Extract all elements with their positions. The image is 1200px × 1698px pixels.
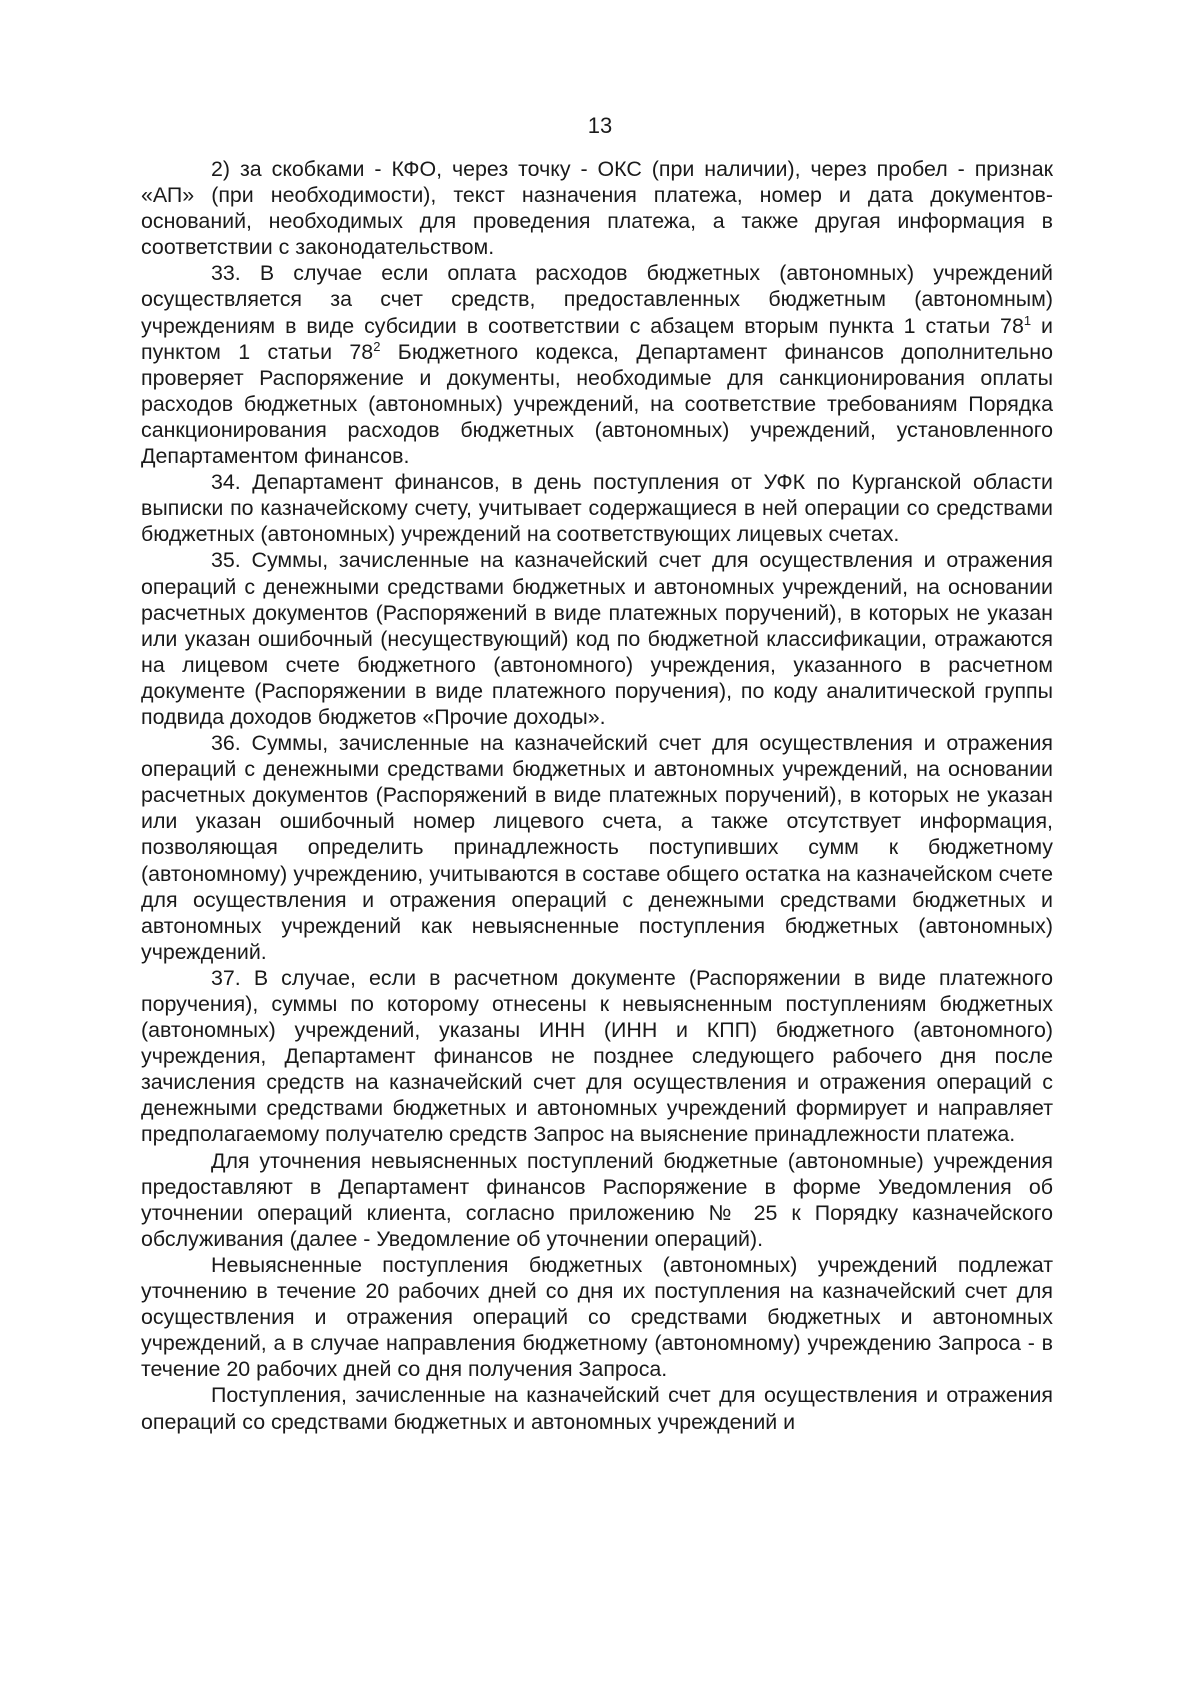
- paragraph-clarification: Для уточнения невыясненных поступлений бюджетные (автономные) учреждения предоставляют в Департамент финансов Распоряжение в форме Уведомления об уточнении операций клиента, согласно приложению № 25 к Порядку казначейского обслуживания (далее - Уведомление об уточнении операций).: [141, 1148, 1053, 1251]
- paragraph-33-part-b: и пунктом 1 статьи 78: [141, 313, 1053, 364]
- paragraph-36: 36. Суммы, зачисленные на казначейский счет для осуществления и отражения операций с денежными средствами бюджетных и автономных учреждений, на основании расчетных документов (Распоряжений в виде платежных поручений), в которых не указан или указан ошибочный номер лицевого счета, а также отсутствует информация, позволяющая определить принадлежность поступивших сумм к бюджетному (автономному) учреждению, учитываются в составе общего остатка на казначейском счете для осуществления и отражения операций с денежными средствами бюджетных и автономных учреждений как невыясненные поступления бюджетных (автономных) учреждений.: [141, 731, 1053, 964]
- paragraph-35: 35. Суммы, зачисленные на казначейский счет для осуществления и отражения операций с денежными средствами бюджетных и автономных учреждений, на основании расчетных документов (Распоряжений в виде платежных поручений), в которых не указан или указан ошибочный (несуществующий) код по бюджетной классификации, отражаются на лицевом счете бюджетного (автономного) учреждения, указанного в расчетном документе (Распоряжении в виде платежного поручения), по коду аналитической группы подвида доходов бюджетов «Прочие доходы».: [141, 548, 1053, 729]
- paragraph-34: 34. Департамент финансов, в день поступления от УФК по Курганской области выписки по казначейскому счету, учитывает содержащиеся в ней операции со средствами бюджетных (автономных) учреждений на соответствующих лицевых счетах.: [141, 470, 1053, 547]
- paragraph-33-part-a: 33. В случае если оплата расходов бюджетных (автономных) учреждений осуществляется за счет средств, предоставленных бюджетным (автономным) учреждениям в виде субсидии в соответствии с абзацем вторым пункта 1 статьи 78: [141, 261, 1053, 338]
- superscript-2: 2: [373, 338, 381, 354]
- paragraph-clause-2: 2) за скобками - КФО, через точку - ОКС (при наличии), через пробел - признак «АП» (при необходимости), текст назначения платежа, номер и дата документов-оснований, необходимых для проведения платежа, а также другая информация в соответствии с законодательством.: [141, 157, 1053, 260]
- paragraph-unclarified-receipts: Невыясненные поступления бюджетных (автономных) учреждений подлежат уточнению в течение 20 рабочих дней со дня их поступления на казначейский счет для осуществления и отражения операций со средствами бюджетных и автономных учреждений, а в случае направления бюджетному (автономному) учреждению Запроса - в течение 20 рабочих дней со дня получения Запроса.: [141, 1252, 1053, 1382]
- page-number: 13: [587, 113, 613, 138]
- paragraph-33: [141, 260, 1053, 469]
- paragraph-receipts-continued: Поступления, зачисленные на казначейский счет для осуществления и отражения операций со средствами бюджетных и автономных учреждений и: [141, 1383, 1053, 1434]
- paragraph-33-part-c: Бюджетного кодекса, Департамент финансов дополнительно проверяет Распоряжение и документы, необходимые для санкционирования оплаты расходов бюджетных (автономных) учреждений, на соответствие требованиям Порядка санкционирования расходов бюджетных (автономных) учреждений, установленного Департаментом финансов.: [141, 339, 1053, 469]
- superscript-1: 1: [1023, 312, 1032, 328]
- document-body: [141, 156, 1053, 1435]
- paragraph-37: 37. В случае, если в расчетном документе (Распоряжении в виде платежного поручения), суммы по которому отнесены к невыясненным поступлениям бюджетных (автономных) учреждений, указаны ИНН (ИНН и КПП) бюджетного (автономного) учреждения, Департамент финансов не позднее следующего рабочего дня после зачисления средств на казначейский счет для осуществления и отражения операций с денежными средствами бюджетных и автономных учреждений формирует и направляет предполагаемому получателю средств Запрос на выяснение принадлежности платежа.: [141, 965, 1053, 1147]
